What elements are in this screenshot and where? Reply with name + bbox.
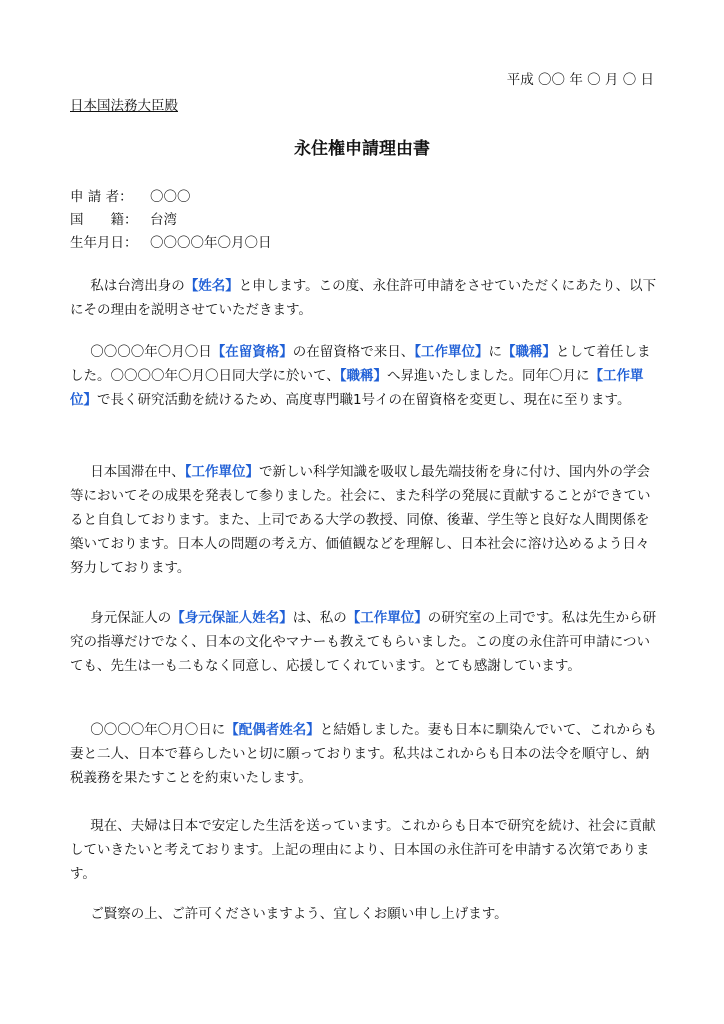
paragraph-text: 身元保証人の xyxy=(90,610,172,626)
paragraph-text: へ昇進いたしました。同年〇月に xyxy=(386,368,590,384)
paragraph-text: と結婚しました。妻も日本に馴染んでいて、これからも妻と二人、日本で暮らしたいと切に願っております。私共はこれからも日本の法令を順守し、納税義務を果たすことを約束いたします。 xyxy=(70,722,657,786)
placeholder-title: 【職稱】 xyxy=(502,344,556,360)
placeholder-workplace: 【工作單位】 xyxy=(70,368,644,408)
applicant-name-label: 申 請 者： xyxy=(70,189,133,205)
paragraph-text: 私は台湾出身の xyxy=(90,278,185,294)
placeholder-workplace: 【工作單位】 xyxy=(414,344,489,360)
paragraph-contributions xyxy=(70,460,662,580)
document-date: 平成 〇〇 年 〇 月 〇 日 xyxy=(506,72,654,88)
paragraph-career xyxy=(70,340,662,412)
placeholder-title: 【職稱】 xyxy=(339,368,387,384)
applicant-info xyxy=(70,186,272,255)
paragraph-text: の研究室の上司です。私は先生から研究の指導だけでなく、日本の文化やマナーも教えてもらいました。この度の永住許可申請についても、先生は一も二もなく同意し、応援してくれています。とても感謝しています。 xyxy=(70,610,657,674)
placeholder-spouse-name: 【配偶者姓名】 xyxy=(225,722,320,738)
applicant-birth-label: 生年月日： xyxy=(70,235,138,251)
placeholder-status: 【在留資格】 xyxy=(211,344,293,360)
addressee: 日本国法務大臣殿 xyxy=(70,98,178,114)
paragraph-text: 現在、夫婦は日本で安定した生活を送っています。これからも日本で研究を続け、社会に貢献していきたいと考えております。上記の理由により、日本国の永住許可を申請する次第であります。 xyxy=(70,818,656,882)
paragraph-text: で新しい科学知識を吸収し最先端技術を身に付け、国内外の学会等においてその成果を発表して参りました。社会に、また科学の発展に貢献することができていると自負しております。また、上司である大学の教授、同僚、後輩、学生等と良好な人間関係を築いております。日本人の問題の考え方、価値観などを理解し、日本社会に溶け込めるよう日々努力しております。 xyxy=(70,464,651,576)
paragraph-text: 〇〇〇〇年〇月〇日に xyxy=(90,722,226,738)
applicant-birth-value: 〇〇〇〇年〇月〇日 xyxy=(150,235,272,251)
paragraph-intro xyxy=(70,274,662,322)
paragraph-text: で長く研究活動を続けるため、高度専門職1号イの在留資格を変更し、現在に至ります。 xyxy=(97,392,631,408)
paragraph-text: 〇〇〇〇年〇月〇日 xyxy=(90,344,212,360)
paragraph-text: は、私の xyxy=(292,610,347,626)
paragraph-marriage xyxy=(70,718,662,790)
paragraph-text: に xyxy=(488,344,502,360)
applicant-nationality-value: 台湾 xyxy=(150,212,177,228)
applicant-nationality-label: 国 籍： xyxy=(70,212,138,228)
placeholder-guarantor-name: 【身元保証人姓名】 xyxy=(171,610,293,626)
paragraph-text: ご賢察の上、ご許可くださいますよう、宜しくお願い申し上げます。 xyxy=(90,906,508,922)
paragraph-text: と申します。この度、永住許可申請をさせていただくにあたり、以下にその理由を説明させていただきます。 xyxy=(70,278,657,318)
placeholder-workplace: 【工作單位】 xyxy=(184,464,259,480)
paragraph-text: の在留資格で来日、 xyxy=(292,344,415,360)
paragraph-text: 日本国滞在中、 xyxy=(90,464,185,480)
page-title: 永住権申請理由書 xyxy=(294,139,430,159)
paragraph-guarantor xyxy=(70,606,662,678)
paragraph-current-life xyxy=(70,814,662,886)
paragraph-closing xyxy=(70,902,662,926)
applicant-name-row xyxy=(70,186,272,209)
placeholder-workplace: 【工作單位】 xyxy=(346,610,428,626)
placeholder-name: 【姓名】 xyxy=(184,278,239,294)
applicant-birth-row xyxy=(70,232,272,255)
paragraph-text: として着任しました。〇〇〇〇年〇月〇日同大学に於いて、 xyxy=(70,344,651,384)
applicant-nationality-row xyxy=(70,209,272,232)
applicant-name-value: 〇〇〇 xyxy=(150,189,191,205)
